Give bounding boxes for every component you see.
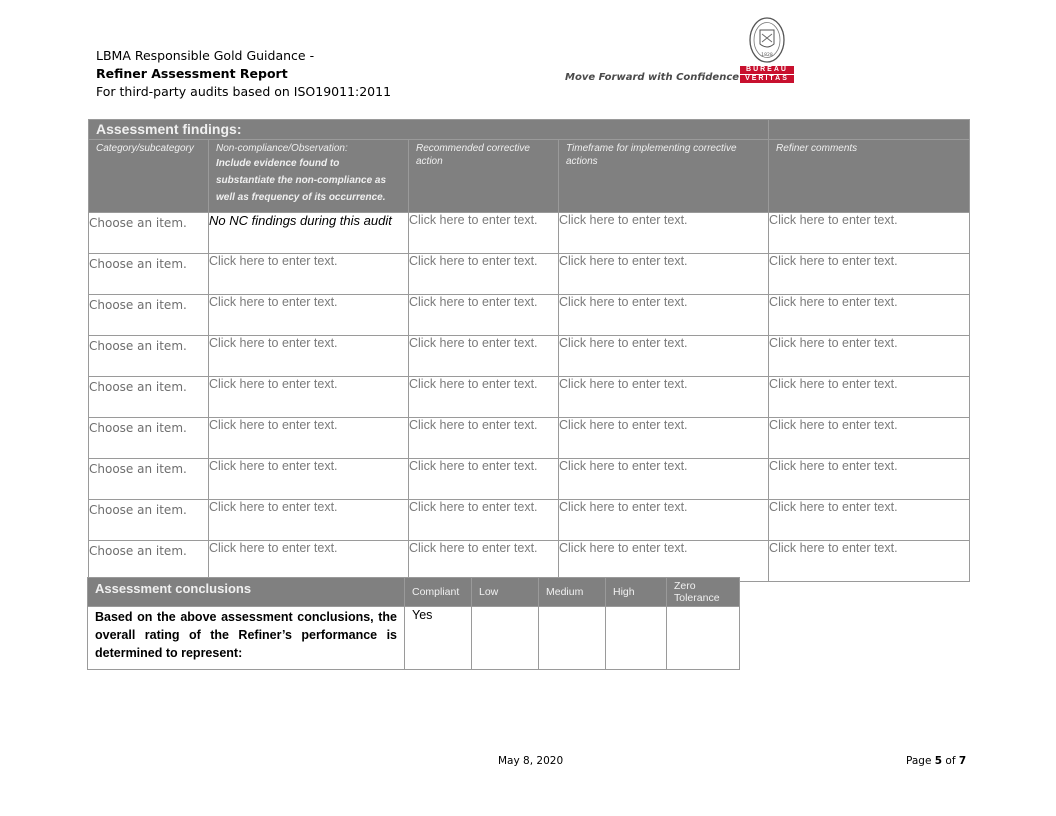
corrective-action-field[interactable]: Click here to enter text. [409,336,559,377]
corrective-action-field[interactable]: Click here to enter text. [409,254,559,295]
logo-bottom-text: VERITAS [740,75,794,83]
corrective-action-field[interactable]: Click here to enter text. [409,500,559,541]
refiner-comments-field[interactable]: Click here to enter text. [769,254,970,295]
noncompliance-field[interactable]: No NC findings during this audit [209,213,409,254]
rating-compliant-field[interactable]: Yes [405,607,472,670]
corrective-action-field[interactable]: Click here to enter text. [409,295,559,336]
timeframe-field[interactable]: Click here to enter text. [559,418,769,459]
category-dropdown[interactable]: Choose an item. [89,541,209,582]
table-row [89,500,970,541]
noncompliance-field[interactable]: Click here to enter text. [209,541,409,582]
rating-header-medium: Medium [539,578,606,607]
timeframe-field[interactable]: Click here to enter text. [559,500,769,541]
table-row [89,295,970,336]
rating-high-field[interactable] [606,607,667,670]
table-row [89,377,970,418]
bureau-veritas-logo [740,66,794,83]
assessment-findings-table [88,119,970,582]
category-dropdown[interactable]: Choose an item. [89,418,209,459]
assessment-conclusions-table [87,577,740,670]
noncompliance-field[interactable]: Click here to enter text. [209,336,409,377]
noncompliance-field[interactable]: Click here to enter text. [209,459,409,500]
refiner-comments-field[interactable]: Click here to enter text. [769,213,970,254]
noncompliance-field[interactable]: Click here to enter text. [209,418,409,459]
corrective-action-field[interactable]: Click here to enter text. [409,213,559,254]
noncompliance-field[interactable]: Click here to enter text. [209,295,409,336]
rating-low-field[interactable] [472,607,539,670]
col-header-noncompliance [209,140,409,213]
timeframe-field[interactable]: Click here to enter text. [559,377,769,418]
page-total: 7 [958,755,967,767]
category-dropdown[interactable]: Choose an item. [89,459,209,500]
report-subtitle: For third-party audits based on ISO19011:2011 [96,84,392,99]
category-dropdown[interactable]: Choose an item. [89,336,209,377]
conclusions-title: Assessment conclusions [88,578,405,607]
page-number [906,755,966,767]
timeframe-field[interactable]: Click here to enter text. [559,459,769,500]
noncompliance-field[interactable]: Click here to enter text. [209,254,409,295]
tagline: Move Forward with Confidence [565,72,740,83]
refiner-comments-field[interactable]: Click here to enter text. [769,500,970,541]
refiner-comments-field[interactable]: Click here to enter text. [769,377,970,418]
corrective-action-field[interactable]: Click here to enter text. [409,459,559,500]
col-header-timeframe: Timeframe for implementing corrective actions [559,140,769,213]
category-dropdown[interactable]: Choose an item. [89,295,209,336]
table-row [89,418,970,459]
refiner-comments-field[interactable]: Click here to enter text. [769,418,970,459]
noncompliance-field[interactable]: Click here to enter text. [209,500,409,541]
category-dropdown[interactable]: Choose an item. [89,377,209,418]
rating-header-high: High [606,578,667,607]
timeframe-field[interactable]: Click here to enter text. [559,254,769,295]
table-row [89,213,970,254]
svg-text:1828: 1828 [761,53,773,58]
logo-top-text: BUREAU [740,66,794,74]
conclusion-statement: Based on the above assessment conclusions, the overall rating of the Refiner’s performance is determined to represent: [88,607,405,670]
noncompliance-field[interactable]: Click here to enter text. [209,377,409,418]
category-dropdown[interactable]: Choose an item. [89,254,209,295]
table-row [89,336,970,377]
bureau-veritas-seal-icon [748,16,786,64]
corrective-action-field[interactable]: Click here to enter text. [409,541,559,582]
rating-zero-tolerance-field[interactable] [667,607,740,670]
refiner-comments-field[interactable]: Click here to enter text. [769,459,970,500]
timeframe-field[interactable]: Click here to enter text. [559,213,769,254]
col-header-category: Category/subcategory [89,140,209,213]
rating-medium-field[interactable] [539,607,606,670]
table-row [89,254,970,295]
corrective-action-field[interactable]: Click here to enter text. [409,377,559,418]
timeframe-field[interactable]: Click here to enter text. [559,336,769,377]
category-dropdown[interactable]: Choose an item. [89,213,209,254]
col-header-noncompliance-instructions: Include evidence found to substantiate the non-compliance as well as frequency of its occurrence. [216,158,387,203]
col-header-comments: Refiner comments [769,140,970,213]
rating-header-low: Low [472,578,539,607]
page-current: 5 [934,755,943,767]
refiner-comments-field[interactable]: Click here to enter text. [769,295,970,336]
rating-header-compliant: Compliant [405,578,472,607]
timeframe-field[interactable]: Click here to enter text. [559,541,769,582]
corrective-action-field[interactable]: Click here to enter text. [409,418,559,459]
refiner-comments-field[interactable]: Click here to enter text. [769,541,970,582]
table-row [89,541,970,582]
col-header-noncompliance-label: Non-compliance/Observation: [216,143,348,154]
category-dropdown[interactable]: Choose an item. [89,500,209,541]
findings-title-blank [769,120,970,140]
footer-date: May 8, 2020 [498,755,564,767]
table-row [89,459,970,500]
page-prefix: Page [906,755,935,767]
report-title: Refiner Assessment Report [96,66,288,81]
rating-header-zero-tolerance: Zero Tolerance [667,578,740,607]
page-separator: of [942,755,959,767]
findings-title: Assessment findings: [89,120,769,140]
refiner-comments-field[interactable]: Click here to enter text. [769,336,970,377]
header-title-line: LBMA Responsible Gold Guidance - [96,48,315,63]
col-header-corrective: Recommended corrective action [409,140,559,213]
timeframe-field[interactable]: Click here to enter text. [559,295,769,336]
